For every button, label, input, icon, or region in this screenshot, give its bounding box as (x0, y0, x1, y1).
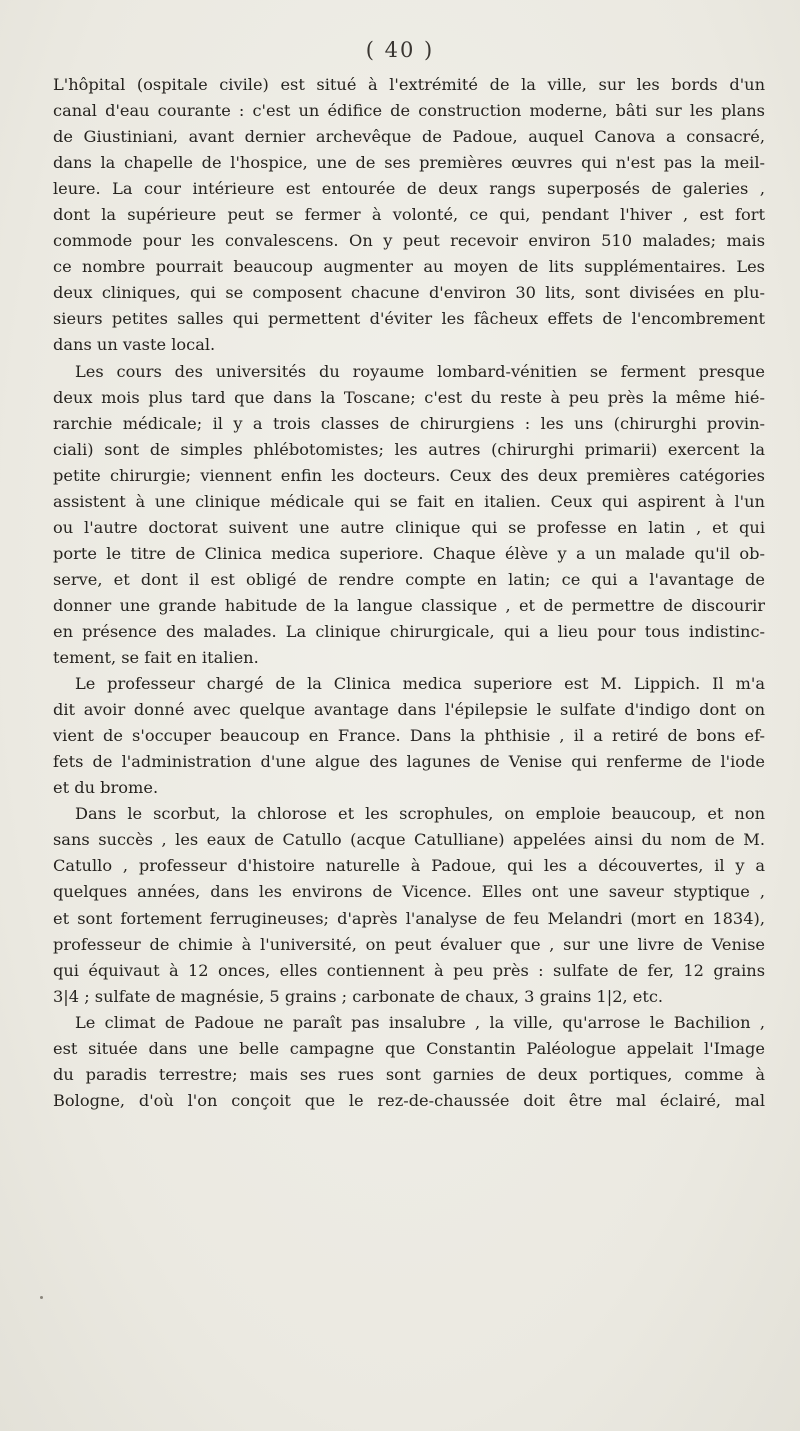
text-line: Le climat de Padoue ne paraît pas insalubre , la ville, qu'arrose le Bachilion , (75, 1012, 765, 1032)
text-line: deux cliniques, qui se composent chacune d'environ 30 lits, sont divisées en plu- (53, 283, 765, 303)
text-line: quelques années, dans les environs de Vicence. Elles ont une saveur styptique , (53, 882, 765, 902)
text-line: vient de s'occuper beaucoup en France. Dans la phthisie , il a retiré de bons ef- (53, 726, 765, 746)
text-line: Bologne, d'où l'on conçoit que le rez-de-chaussée doit être mal éclairé, mal (53, 1090, 765, 1110)
text-line: deux mois plus tard que dans la Toscane; c'est du reste à peu près la même hié- (53, 387, 765, 407)
text-line: ciali) sont de simples phlébotomistes; les autres (chirurghi primarii) exercent la (53, 439, 765, 459)
text-line: dans la chapelle de l'hospice, une de ses premières œuvres qui n'est pas la meil- (53, 153, 765, 173)
text-line: leure. La cour intérieure est entourée de deux rangs superposés de galeries , (53, 179, 765, 199)
text-line: dit avoir donné avec quelque avantage dans l'épilepsie le sulfate d'indigo dont on (53, 700, 765, 720)
body-text (53, 72, 765, 1114)
text-line: canal d'eau courante : c'est un édifice de construction moderne, bâti sur les plans (53, 101, 765, 121)
text-line: Le professeur chargé de la Clinica medica superiore est M. Lippich. Il m'a (75, 674, 765, 694)
text-line: Catullo , professeur d'histoire naturelle à Padoue, qui les a découvertes, il y a (53, 856, 765, 876)
paragraph-hospital (53, 72, 765, 359)
text-line: et du brome. (53, 778, 159, 798)
paragraph-university-courses (53, 359, 765, 672)
text-line: dans un vaste local. (53, 335, 216, 355)
text-line: commode pour les convalescens. On y peut recevoir environ 510 malades; mais (53, 231, 765, 251)
text-line: ce nombre pourrait beaucoup augmenter au moyen de lits supplémentaires. Les (53, 257, 765, 277)
text-line: petite chirurgie; viennent enfin les docteurs. Ceux des deux premières catégories (53, 465, 765, 485)
text-line: est située dans une belle campagne que Constantin Paléologue appelait l'Image (53, 1038, 765, 1058)
text-line: Dans le scorbut, la chlorose et les scrophules, on emploie beaucoup, et non (75, 804, 765, 824)
text-line: du paradis terrestre; mais ses rues sont garnies de deux portiques, comme à (53, 1064, 765, 1084)
text-line: sans succès , les eaux de Catullo (acque Catulliane) appelées ainsi du nom de M. (53, 830, 765, 850)
text-line: en présence des malades. La clinique chirurgicale, qui a lieu pour tous indistinc- (53, 621, 765, 641)
text-line: professeur de chimie à l'université, on peut évaluer que , sur une livre de Venise (53, 934, 765, 954)
text-line: 3|4 ; sulfate de magnésie, 5 grains ; carbonate de chaux, 3 grains 1|2, etc. (53, 986, 664, 1006)
paragraph-padua-climate (53, 1010, 765, 1114)
text-line: sieurs petites salles qui permettent d'éviter les fâcheux effets de l'encombrement (53, 309, 765, 329)
text-line: dont la supérieure peut se fermer à volonté, ce qui, pendant l'hiver , est fort (53, 205, 765, 225)
text-line: L'hôpital (ospitale civile) est situé à l'extrémité de la ville, sur les bords d'un (53, 75, 765, 94)
text-line: Les cours des universités du royaume lombard-vénitien se ferment presque (75, 361, 765, 381)
text-line: serve, et dont il est obligé de rendre compte en latin; ce qui a l'avantage de (53, 569, 765, 589)
text-line: ou l'autre doctorat suivent une autre clinique qui se professe en latin , et qui (53, 517, 765, 537)
paragraph-catullo-waters (53, 801, 765, 1009)
page-number: ( 40 ) (365, 38, 435, 62)
text-line: fets de l'administration d'une algue des lagunes de Venise qui renferme de l'iode (53, 752, 765, 772)
text-line: porte le titre de Clinica medica superiore. Chaque élève y a un malade qu'il ob- (53, 543, 765, 563)
text-line: de Giustiniani, avant dernier archevêque de Padoue, auquel Canova a consacré, (53, 127, 765, 147)
text-line: et sont fortement ferrugineuses; d'après l'analyse de feu Melandri (mort en 1834), (53, 908, 765, 928)
text-line: qui équivaut à 12 onces, elles contiennent à peu près : sulfate de fer, 12 grains (53, 960, 765, 980)
paragraph-professor (53, 671, 765, 801)
print-speck (40, 1296, 43, 1299)
text-line: assistent à une clinique médicale qui se fait en italien. Ceux qui aspirent à l'un (53, 491, 765, 511)
text-line: donner une grande habitude de la langue classique , et de permettre de discourir (53, 595, 765, 615)
text-line: rarchie médicale; il y a trois classes de chirurgiens : les uns (chirurghi provin- (53, 413, 765, 433)
text-line: tement, se fait en italien. (53, 648, 259, 668)
